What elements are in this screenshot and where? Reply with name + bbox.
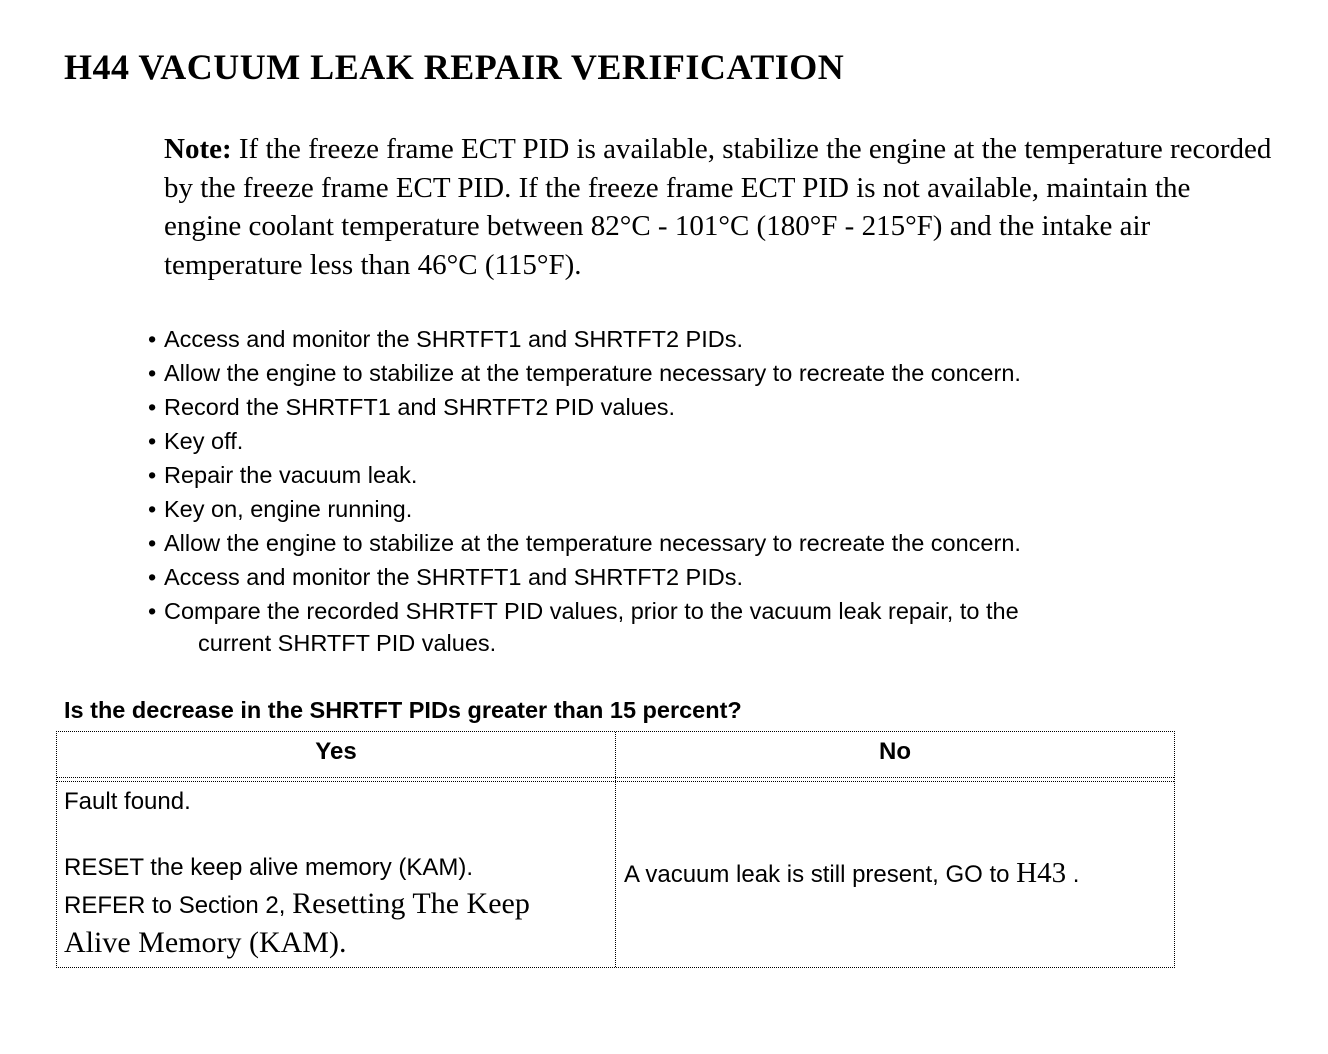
note-block [164, 130, 1274, 284]
step-item: • Record the SHRTFT1 and SHRTFT2 PID values. [148, 390, 1248, 424]
step-compare-line2: current SHRTFT PID values. [198, 630, 497, 656]
decision-question: Is the decrease in the SHRTFT PIDs greater than 15 percent? [64, 697, 742, 723]
refer-prefix: REFER to Section 2, [64, 892, 286, 919]
step-item-compare [148, 594, 1248, 658]
step-item: • Key on, engine running. [148, 492, 1248, 526]
step-item: • Access and monitor the SHRTFT1 and SHRTFT2 PIDs. [148, 560, 1248, 594]
step-item: • Allow the engine to stabilize at the temperature necessary to recreate the concern. [148, 526, 1248, 560]
step-item: • Access and monitor the SHRTFT1 and SHRTFT2 PIDs. [148, 322, 1248, 356]
header-no: No [879, 738, 911, 765]
step-item: • Key off. [148, 424, 1248, 458]
header-divider [57, 777, 1174, 778]
note-label: Note: [164, 133, 232, 165]
no-cell-end: . [1066, 861, 1080, 888]
page-title: H44 VACUUM LEAK REPAIR VERIFICATION [64, 47, 845, 87]
header-yes: Yes [315, 738, 357, 765]
h43-link[interactable]: H43 [1016, 857, 1067, 889]
decision-table [56, 731, 1175, 968]
resetting-kam-link[interactable]: Resetting The Keep [292, 887, 530, 920]
reset-kam-text: RESET the keep alive memory (KAM). [64, 854, 474, 881]
no-cell-text: A vacuum leak is still present, GO to [624, 861, 1010, 888]
note-text: If the freeze frame ECT PID is available, stabilize the engine at the temperature recorded by the freeze frame ECT PID. If the freeze frame ECT PID is not available, maintain the engine coolant temperature between 82°C - 101°C (180°F - 215°F) and the intake air temperature less than 46°C (115°F). [164, 133, 1272, 281]
step-compare-line1: Compare the recorded SHRTFT PID values, prior to the vacuum leak repair, to the [164, 598, 1019, 624]
refer-section-text-cont [64, 924, 609, 964]
step-item: • Repair the vacuum leak. [148, 458, 1248, 492]
yes-cell [64, 788, 609, 964]
header-divider-double [57, 781, 1174, 782]
step-item: • Allow the engine to stabilize at the temperature necessary to recreate the concern. [148, 356, 1248, 390]
refer-section-text [64, 886, 609, 924]
procedure-steps [148, 322, 1248, 658]
refer-end: . [338, 926, 347, 959]
no-cell [624, 857, 1169, 890]
fault-found-text: Fault found. [64, 788, 191, 815]
resetting-kam-link-cont[interactable]: Alive Memory (KAM) [64, 926, 339, 959]
